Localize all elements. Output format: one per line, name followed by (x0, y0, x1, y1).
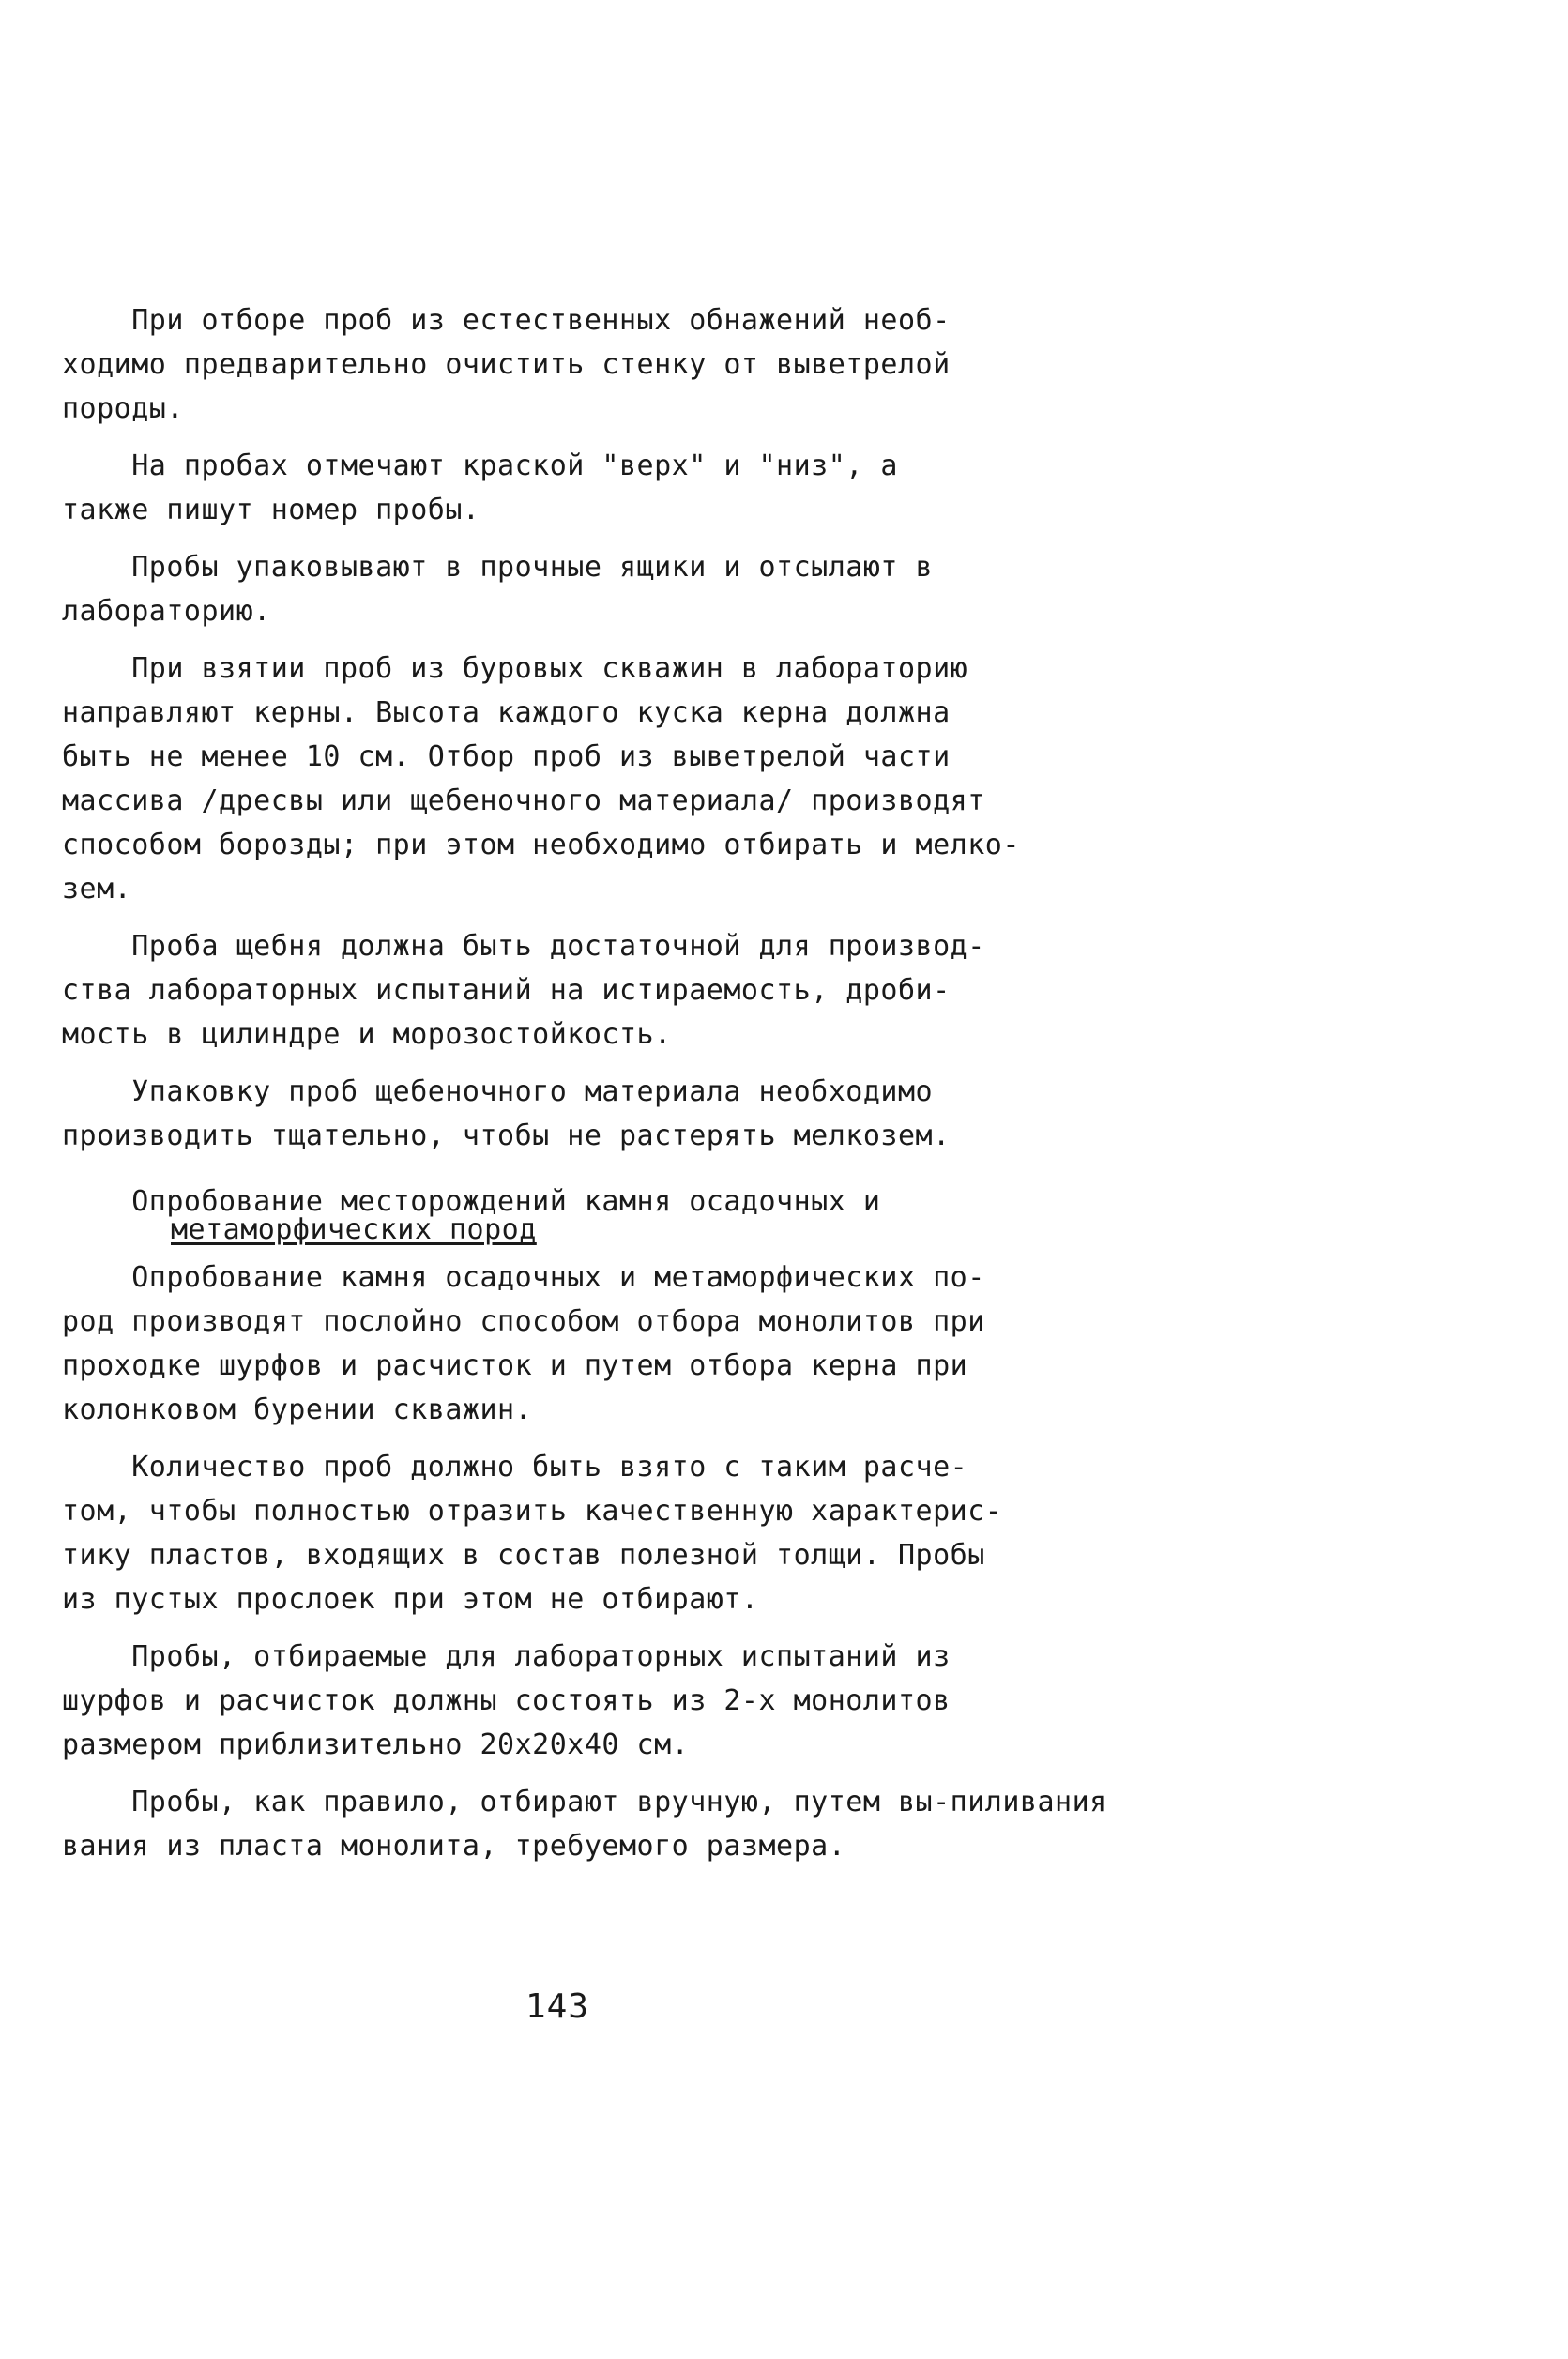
paragraph-clearing-outcrop (62, 298, 1132, 431)
text-line: также пишут номер пробы. (62, 494, 480, 526)
text-line: Пробы, отбираемые для лабораторных испытаний из (62, 1640, 951, 1673)
text-line: зем. (62, 873, 132, 906)
paragraph-crushed-stone-sample (62, 924, 1132, 1057)
text-line: мость в цилиндре и морозостойкость. (62, 1018, 672, 1051)
text-line: шурфов и расчисток должны состоять из 2-х монолитов (62, 1684, 951, 1717)
paragraph-careful-packing (62, 1070, 1132, 1158)
paragraph-packing (62, 545, 1132, 633)
paragraph-marking-samples (62, 444, 1132, 532)
text-line: Проба щебня должна быть достаточной для производ- (62, 930, 985, 963)
text-line: Количество проб должно быть взято с таким расче- (62, 1451, 968, 1484)
paragraph-borehole-cores (62, 647, 1132, 911)
text-line: лабораторию. (62, 595, 271, 628)
text-line: размером приблизительно 20x20x40 см. (62, 1728, 690, 1761)
page-number: 143 (525, 1987, 590, 2026)
paragraph-monolith-size (62, 1635, 1132, 1767)
section-heading (62, 1185, 1132, 1246)
text-line: род производят послойно способом отбора монолитов при (62, 1305, 985, 1338)
text-line: Опробование камня осадочных и метаморфических по- (62, 1261, 985, 1294)
paragraph-sample-quantity (62, 1445, 1132, 1621)
text-line: проходке шурфов и расчисток и путем отбора керна при (62, 1349, 968, 1382)
text-line: породы. (62, 392, 184, 425)
text-line: При отборе проб из естественных обнажений необ- (62, 304, 951, 337)
text-line: Упаковку проб щебеночного материала необходимо (62, 1075, 934, 1108)
heading-line: Опробование месторождений камня осадочных и (62, 1185, 881, 1218)
text-line: вания из пласта монолита, требуемого размера. (62, 1830, 846, 1863)
paragraph-sampling-method (62, 1256, 1132, 1432)
text-line: производить тщательно, чтобы не растерять мелкозем. (62, 1119, 951, 1152)
text-line: ства лабораторных испытаний на истираемость, дроби- (62, 974, 951, 1007)
text-line: На пробах отмечают краской "верх" и "низ", а (62, 449, 898, 482)
text-line: том, чтобы полностью отразить качественную характерис- (62, 1495, 1003, 1528)
text-line: колонковом бурении скважин. (62, 1393, 533, 1426)
text-line: массива /дресвы или щебеночного материала/ производят (62, 784, 985, 817)
heading-line-underlined: метаморфических пород (171, 1213, 537, 1246)
text-line: из пустых прослоек при этом не отбирают. (62, 1583, 759, 1616)
text-line: Пробы упаковывают в прочные ящики и отсылают в (62, 551, 934, 584)
text-line: направляют керны. Высота каждого куска керна должна (62, 696, 951, 729)
text-line: тику пластов, входящих в состав полезной толщи. Пробы (62, 1539, 985, 1572)
text-line: быть не менее 10 см. Отбор проб из выветрелой части (62, 740, 951, 773)
text-line: способом борозды; при этом необходимо отбирать и мелко- (62, 829, 1020, 861)
text-line: Пробы, как правило, отбирают вручную, путем вы-пиливания (62, 1786, 1107, 1819)
text-line: ходимо предварительно очистить стенку от выветрелой (62, 348, 951, 381)
paragraph-manual-extraction (62, 1780, 1132, 1868)
document-body (62, 298, 1132, 1881)
text-line: При взятии проб из буровых скважин в лабораторию (62, 652, 968, 685)
